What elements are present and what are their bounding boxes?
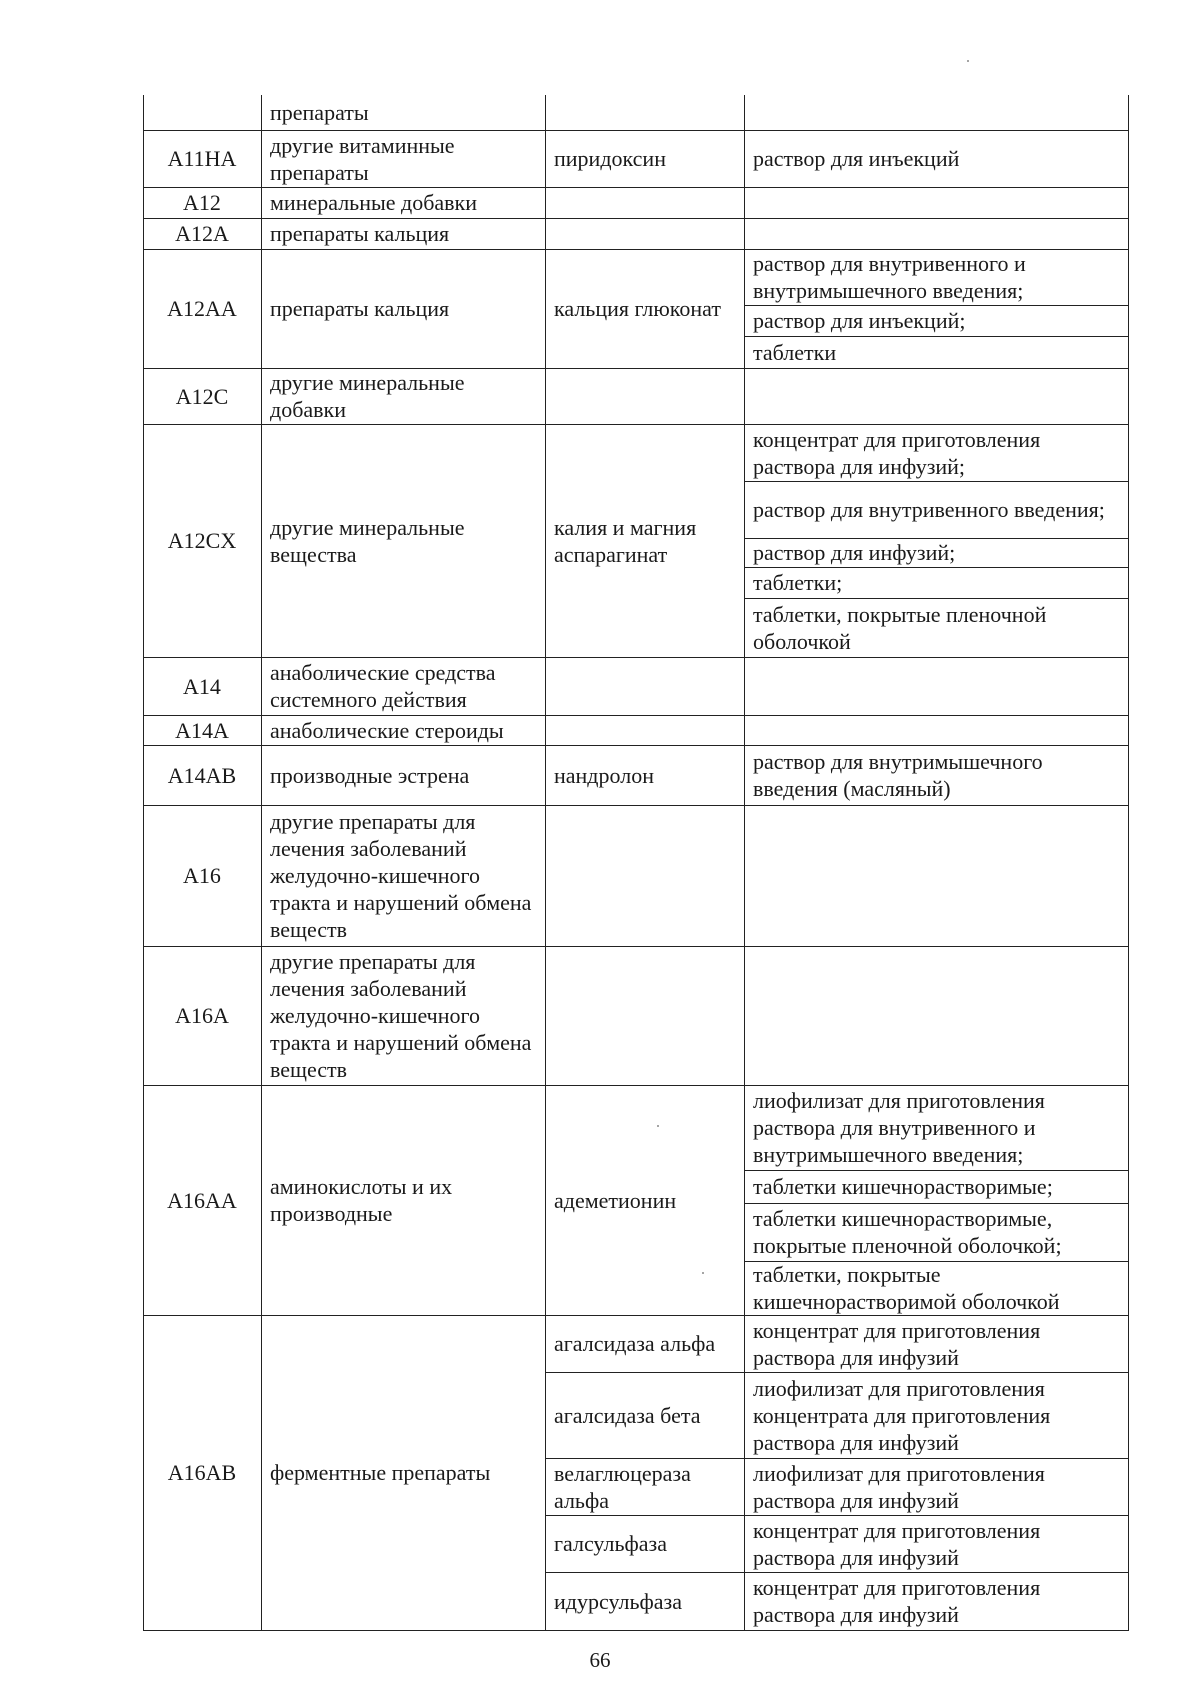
- dosage-form-item: концентрат для приготовления раствора для инфузий: [753, 1517, 1041, 1570]
- atc-code-cell: A12A: [175, 221, 229, 246]
- column-border: [261, 95, 262, 1631]
- scan-speck: [702, 1272, 704, 1274]
- atc-code-cell: A16AA: [167, 1187, 237, 1213]
- row-border: [143, 1630, 1128, 1631]
- inn-cell: идурсульфаза: [554, 1588, 682, 1614]
- row-border: [143, 424, 1128, 425]
- inn-cell: галсульфаза: [554, 1531, 667, 1556]
- inn-cell: [545, 946, 744, 1085]
- inn-cell: калия и магния аспарагинат: [554, 514, 697, 567]
- inn-cell: нандролон: [554, 762, 654, 788]
- atc-code-cell: A16AB: [167, 1460, 237, 1485]
- row-border: [545, 1372, 1128, 1373]
- group-name-cell: другие препараты для лечения заболеваний желудочно-кишечного тракта и нарушений обмена веществ: [270, 809, 532, 942]
- dosage-form-item: раствор для инъекций: [753, 146, 960, 171]
- inn-cell: [545, 805, 744, 946]
- group-name-cell: анаболические средства системного действия: [270, 660, 496, 712]
- atc-code-cell: [143, 95, 261, 130]
- atc-code-cell: A12CX: [167, 528, 237, 553]
- dosage-form-item: раствор для внутривенного введения;: [753, 497, 1105, 522]
- group-name-cell: другие минеральные вещества: [270, 514, 465, 567]
- inn-cell: [545, 368, 744, 424]
- dosage-form-item: таблетки, покрытые пленочной оболочкой: [753, 601, 1047, 654]
- inn-cell: велаглюцераза альфа: [554, 1460, 691, 1513]
- group-name-cell: препараты кальция: [270, 221, 450, 246]
- row-border: [744, 1261, 1128, 1262]
- row-border: [143, 946, 1128, 947]
- atc-code-cell: A16A: [175, 1003, 229, 1028]
- dosage-form-item: концентрат для приготовления раствора для инфузий;: [753, 426, 1041, 479]
- column-border: [143, 95, 144, 1631]
- dosage-form-item: таблетки кишечнорастворимые, покрытые пленочной оболочкой;: [753, 1206, 1062, 1258]
- row-border: [143, 805, 1128, 806]
- row-border: [143, 187, 1128, 188]
- row-border: [545, 1458, 1128, 1459]
- inn-cell: агалсидаза альфа: [554, 1331, 716, 1356]
- row-border: [744, 481, 1128, 482]
- atc-code-cell: A12: [183, 190, 221, 215]
- row-border: [744, 538, 1128, 539]
- inn-cell: [545, 657, 744, 715]
- row-border: [143, 715, 1128, 716]
- row-border: [143, 130, 1128, 131]
- group-name-cell: другие витаминные препараты: [270, 132, 455, 185]
- inn-cell: адеметионин: [554, 1187, 677, 1213]
- dosage-form-item: раствор для инфузий;: [753, 540, 956, 565]
- dosage-form-item: раствор для внутримышечного введения (масляный): [753, 749, 1043, 801]
- atc-code-cell: A12AA: [167, 296, 237, 321]
- atc-code-cell: A16: [183, 863, 221, 888]
- row-border: [744, 336, 1128, 337]
- row-border: [744, 598, 1128, 599]
- column-border: [1128, 95, 1129, 1631]
- row-border: [143, 218, 1128, 219]
- group-name-cell: препараты кальция: [270, 296, 450, 321]
- atc-code-cell: A14AB: [167, 762, 237, 788]
- row-border: [744, 305, 1128, 306]
- group-name-cell: минеральные добавки: [270, 190, 478, 215]
- dosage-form-item: таблетки: [753, 339, 837, 365]
- inn-cell: агалсидаза бета: [554, 1402, 701, 1428]
- inn-cell: кальция глюконат: [554, 296, 721, 321]
- row-border: [143, 1085, 1128, 1086]
- dosage-form-item: концентрат для приготовления раствора для инфузий: [753, 1317, 1041, 1370]
- atc-code-cell: A14: [183, 673, 221, 699]
- row-border: [143, 745, 1128, 746]
- group-name-cell: анаболические стероиды: [270, 717, 504, 743]
- row-border: [143, 249, 1128, 250]
- column-border: [744, 95, 745, 1631]
- inn-cell: [545, 218, 744, 249]
- inn-cell: пиридоксин: [554, 146, 666, 171]
- atc-code-cell: A11HA: [167, 146, 237, 171]
- scan-speck: [967, 60, 969, 62]
- row-border: [744, 567, 1128, 568]
- dosage-form-item: лиофилизат для приготовления концентрата для приготовления раствора для инфузий: [753, 1375, 1051, 1455]
- row-border: [143, 657, 1128, 658]
- column-border: [545, 95, 546, 1631]
- scan-speck: [657, 1125, 659, 1127]
- group-name-cell: производные эстрена: [270, 762, 470, 788]
- dosage-form-item: таблетки;: [753, 570, 843, 595]
- row-border: [545, 1515, 1128, 1516]
- dosage-form-item: таблетки кишечнорастворимые;: [753, 1174, 1053, 1199]
- dosage-form-item: лиофилизат для приготовления раствора для внутривенного и внутримышечного введения;: [753, 1088, 1045, 1167]
- group-name-cell: другие препараты для лечения заболеваний желудочно-кишечного тракта и нарушений обмена веществ: [270, 949, 532, 1082]
- row-border: [545, 1572, 1128, 1573]
- dosage-form-item: концентрат для приготовления раствора для инфузий: [753, 1575, 1041, 1627]
- row-border: [143, 368, 1128, 369]
- group-name-cell: препараты: [270, 100, 369, 125]
- inn-cell: [545, 715, 744, 745]
- inn-cell: [545, 95, 744, 130]
- page-number: 66: [589, 1648, 611, 1672]
- row-border: [744, 1203, 1128, 1204]
- group-name-cell: ферментные препараты: [270, 1460, 491, 1485]
- atc-code-cell: A12C: [175, 383, 229, 409]
- group-name-cell: другие минеральные добавки: [270, 370, 465, 422]
- inn-cell: [545, 187, 744, 218]
- dosage-form-item: раствор для внутривенного и внутримышечного введения;: [753, 251, 1026, 303]
- dosage-form-item: раствор для инъекций;: [753, 308, 966, 333]
- group-name-cell: аминокислоты и их производные: [270, 1174, 453, 1226]
- atc-code-cell: A14A: [175, 717, 229, 743]
- dosage-form-item: лиофилизат для приготовления раствора для инфузий: [753, 1460, 1045, 1513]
- dosage-form-item: таблетки, покрытые кишечнорастворимой оболочкой: [753, 1262, 1060, 1314]
- row-border: [744, 1170, 1128, 1171]
